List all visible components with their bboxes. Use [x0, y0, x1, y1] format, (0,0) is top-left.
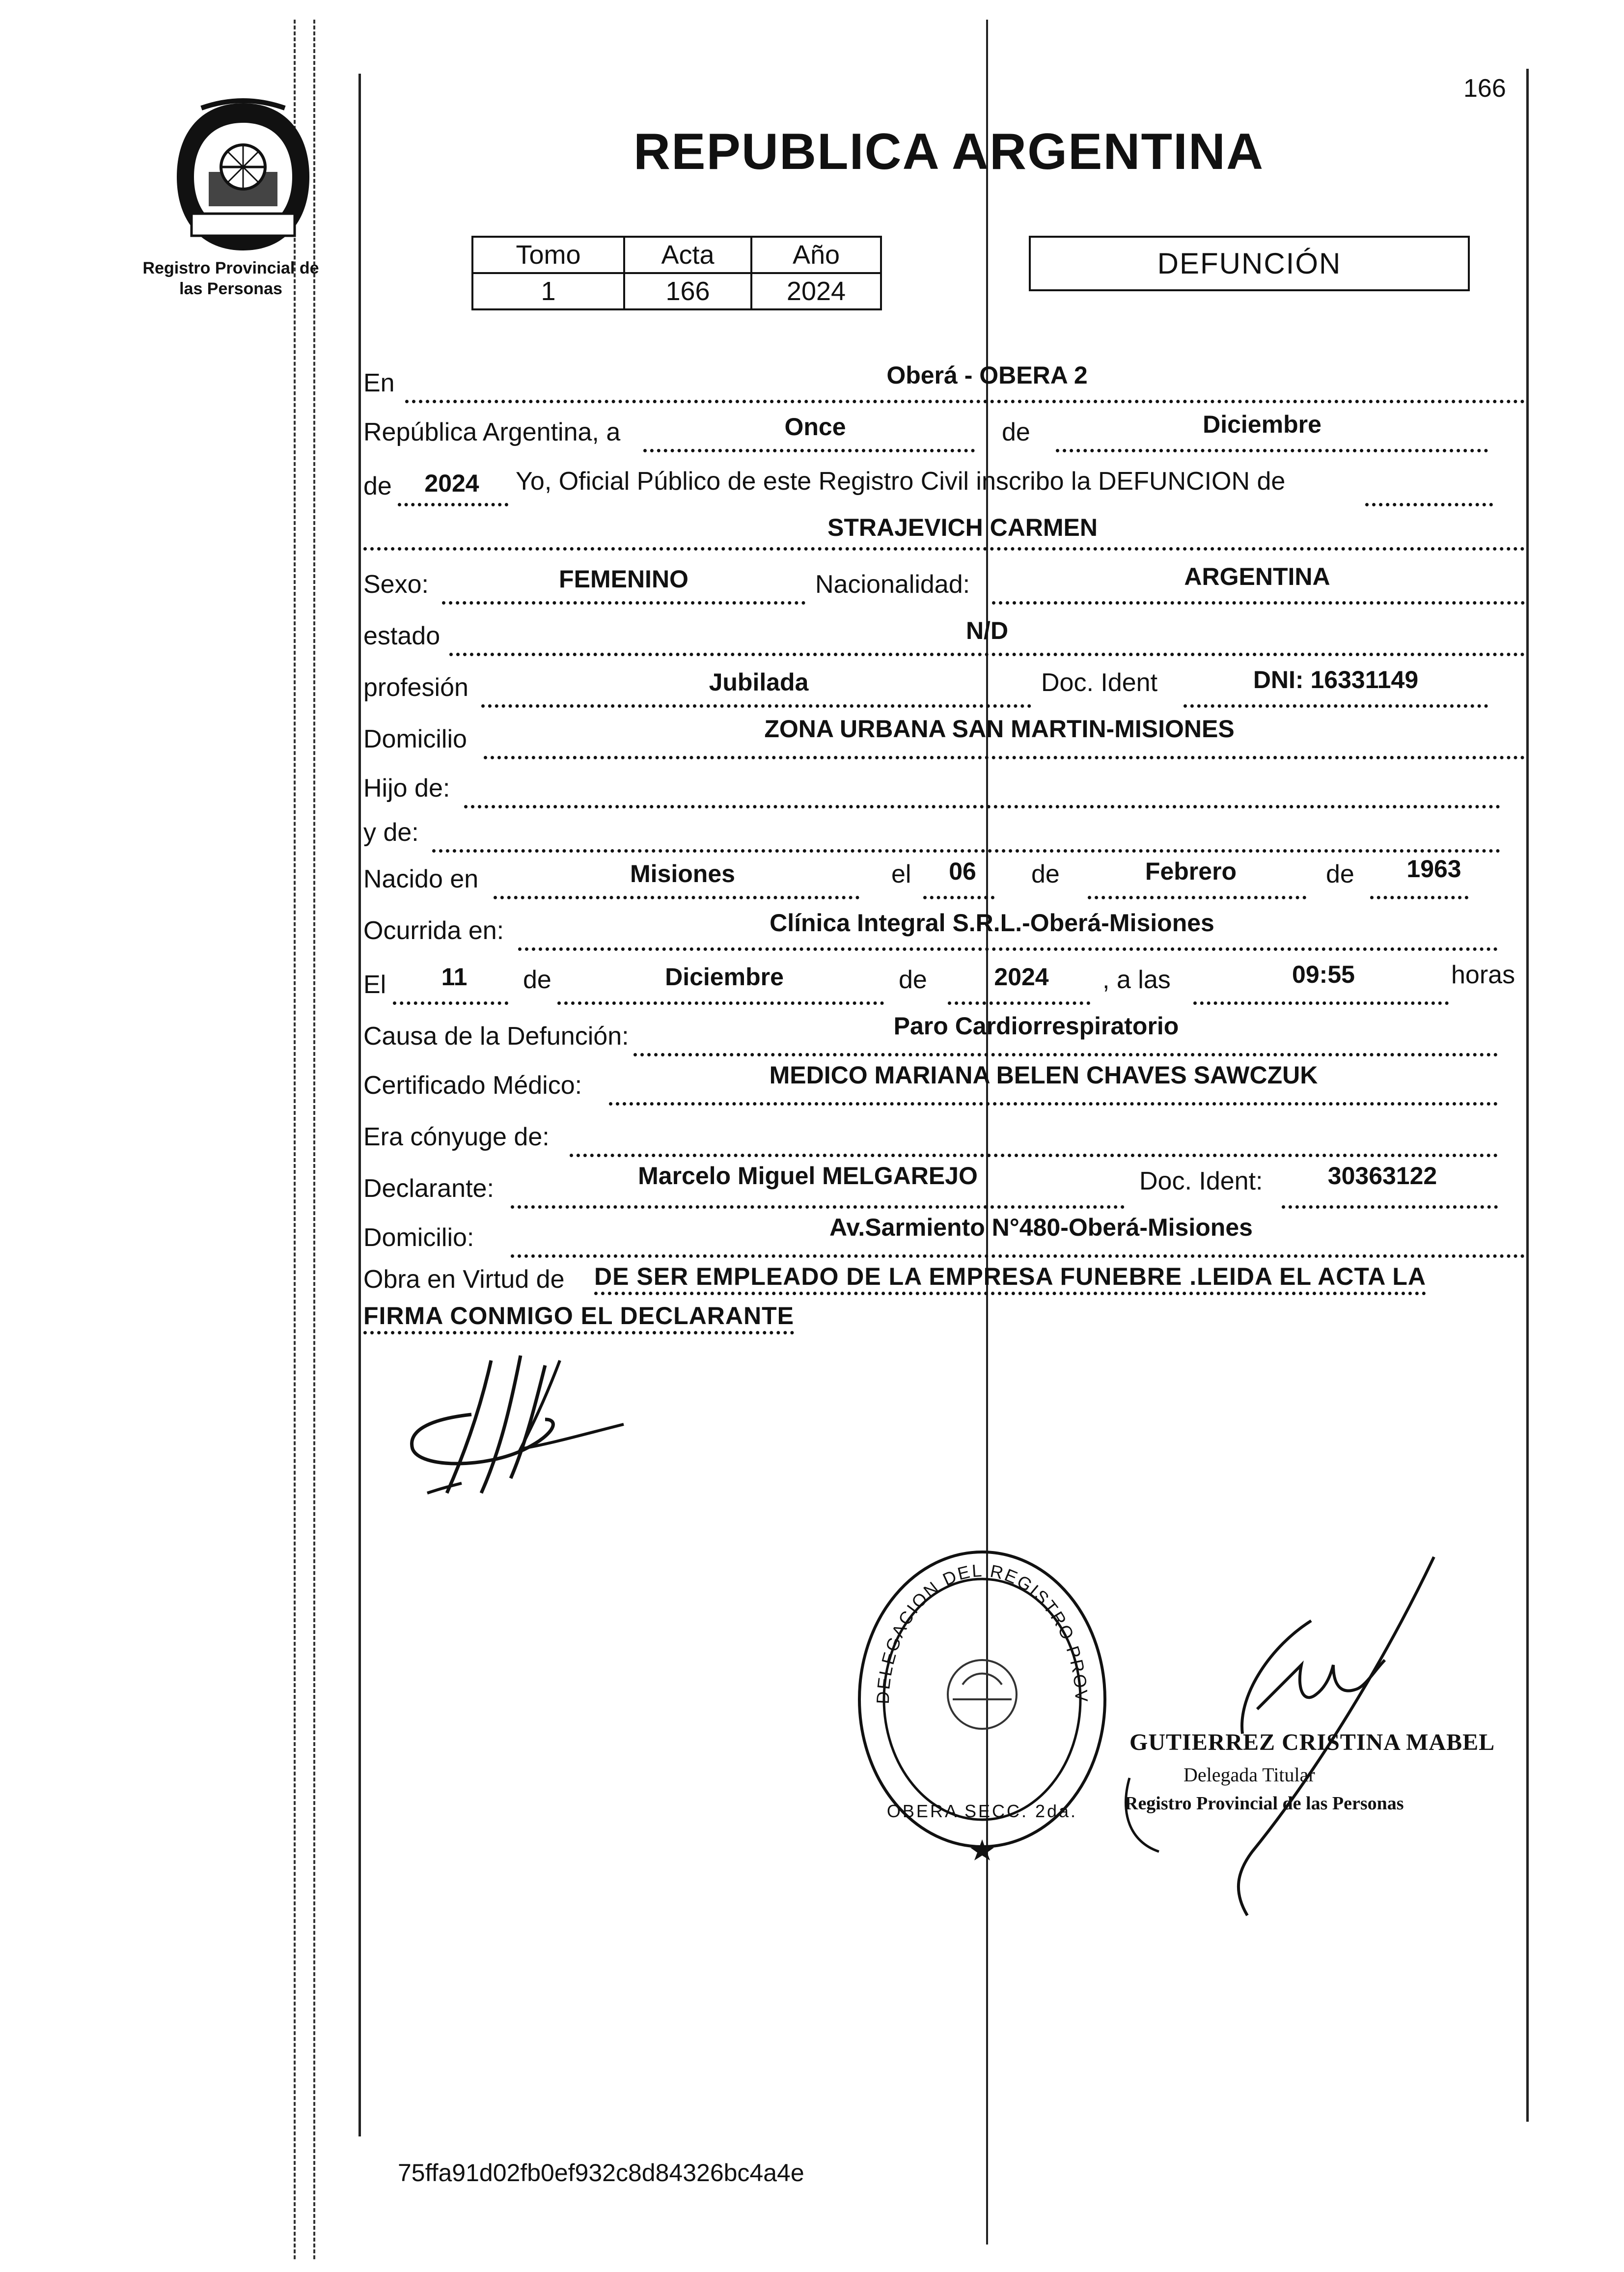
- official-name: GUTIERREZ CRISTINA MABEL: [1129, 1729, 1495, 1755]
- death-time-value: 09:55: [1292, 961, 1355, 988]
- obra-value-line1: DE SER EMPLEADO DE LA EMPRESA FUNEBRE .LEIDA EL ACTA LA: [594, 1262, 1426, 1295]
- sexo-value: FEMENINO: [559, 565, 688, 593]
- right-margin-line: [1526, 69, 1529, 2122]
- official-title: Delegada Titular: [1184, 1764, 1315, 1786]
- nacido-label: Nacido en: [363, 865, 479, 893]
- nacionalidad-value: ARGENTINA: [1184, 563, 1330, 590]
- republica-label: República Argentina, a: [363, 418, 621, 446]
- year-value: 2024: [424, 470, 479, 497]
- domicilio2-label: Domicilio:: [363, 1223, 474, 1252]
- round-seal-bottom-text: OBERA SECC. 2da.: [886, 1801, 1078, 1821]
- table-header-tomo: Tomo: [472, 237, 624, 273]
- birth-de2-label: de: [1326, 860, 1354, 888]
- ocurrida-label: Ocurrida en:: [363, 916, 504, 945]
- round-seal-text: DELEGACION DEL REGISTRO PROVINCIAL DE LAS PERSONAS: [842, 1526, 1092, 1705]
- page-number: 166: [1463, 74, 1506, 103]
- doc-ident-label: Doc. Ident: [1041, 668, 1158, 697]
- document-hash: 75ffa91d02fb0ef932c8d84326bc4a4e: [398, 2159, 804, 2187]
- ocurrida-value: Clínica Integral S.R.L.-Oberá-Misiones: [770, 909, 1214, 937]
- yde-label: y de:: [363, 818, 419, 847]
- oficial-text: Yo, Oficial Público de este Registro Civil inscribo la DEFUNCION de: [516, 467, 1286, 496]
- death-month-value: Diciembre: [665, 963, 784, 991]
- table-cell-ano: 2024: [751, 273, 881, 309]
- registry-label: [118, 258, 344, 299]
- oficial-trailing-line: [1365, 471, 1493, 506]
- registry-label-line1: Registro Provincial de: [142, 259, 319, 277]
- en-value: Oberá - OBERA 2: [886, 361, 1088, 389]
- hijo-label: Hijo de:: [363, 774, 450, 803]
- birth-month-value: Febrero: [1145, 858, 1237, 885]
- obra-label: Obra en Virtud de: [363, 1265, 565, 1294]
- death-year-value: 2024: [994, 963, 1049, 991]
- estado-label: estado: [363, 622, 440, 650]
- table-header-acta: Acta: [624, 237, 751, 273]
- record-type-box: [1029, 236, 1470, 291]
- domicilio-label: Domicilio: [363, 725, 467, 753]
- provincia-de-misiones-seal-icon: [162, 98, 324, 255]
- estado-value: N/D: [965, 617, 1009, 644]
- domicilio2-value: Av.Sarmiento N°480-Oberá-Misiones: [829, 1214, 1253, 1241]
- table-cell-tomo: 1: [472, 273, 624, 309]
- left-perforation-line-2: [313, 20, 315, 2259]
- deceased-name-value: STRAJEVICH CARMEN: [827, 514, 1098, 541]
- birth-day-value: 06: [949, 858, 976, 885]
- official-org: Registro Provincial de las Personas: [1125, 1793, 1404, 1814]
- domicilio-value: ZONA URBANA SAN MARTIN-MISIONES: [764, 715, 1235, 743]
- el2-label: El: [363, 970, 386, 999]
- table-header-ano: Año: [751, 237, 881, 273]
- page-title: REPUBLICA ARGENTINA: [633, 123, 1265, 180]
- left-perforation-line: [294, 20, 296, 2259]
- conyuge-label: Era cónyuge de:: [363, 1123, 550, 1151]
- death-de2-label: de: [899, 966, 927, 994]
- profesion-label: profesión: [363, 673, 468, 702]
- delegacion-round-seal-icon: [842, 1526, 1115, 1856]
- book-record-table: [471, 236, 882, 310]
- yde-field-line: [432, 818, 1500, 853]
- year-prefix-label: de: [363, 472, 392, 500]
- de-label: de: [1002, 418, 1030, 446]
- birth-year-value: 1963: [1406, 855, 1461, 883]
- day-words-value: Once: [784, 413, 846, 441]
- causa-value: Paro Cardiorrespiratorio: [893, 1012, 1179, 1040]
- nacionalidad-label: Nacionalidad:: [815, 570, 970, 599]
- horas-label: horas: [1451, 961, 1515, 989]
- conyuge-field-line: [570, 1122, 1498, 1157]
- el-label: el: [891, 860, 911, 888]
- profesion-value: Jubilada: [709, 668, 809, 696]
- doc2-value: 30363122: [1327, 1162, 1437, 1190]
- obra-value-line2: FIRMA CONMIGO EL DECLARANTE: [363, 1302, 794, 1334]
- alas-label: , a las: [1102, 966, 1171, 994]
- declarant-signature-icon: [398, 1346, 653, 1503]
- nacido-place-value: Misiones: [630, 860, 735, 887]
- death-de1-label: de: [523, 966, 551, 994]
- sexo-label: Sexo:: [363, 570, 429, 599]
- certificado-value: MEDICO MARIANA BELEN CHAVES SAWCZUK: [769, 1061, 1318, 1089]
- causa-label: Causa de la Defunción:: [363, 1022, 629, 1051]
- left-margin-line: [358, 74, 361, 2136]
- month-value: Diciembre: [1203, 411, 1321, 438]
- doc-ident-value: DNI: 16331149: [1253, 666, 1419, 693]
- certificado-label: Certificado Médico:: [363, 1071, 582, 1100]
- hijo-field-line: [464, 774, 1500, 808]
- table-row: [472, 237, 881, 273]
- doc2-label: Doc. Ident:: [1139, 1167, 1263, 1195]
- death-day-value: 11: [441, 963, 468, 991]
- table-cell-acta: 166: [624, 273, 751, 309]
- declarante-label: Declarante:: [363, 1174, 494, 1203]
- en-label: En: [363, 369, 395, 397]
- registry-label-line2: las Personas: [179, 279, 282, 298]
- birth-de1-label: de: [1031, 860, 1060, 888]
- table-row: [472, 273, 881, 309]
- declarante-value: Marcelo Miguel MELGAREJO: [638, 1162, 978, 1190]
- record-type-label: DEFUNCIÓN: [1157, 247, 1342, 280]
